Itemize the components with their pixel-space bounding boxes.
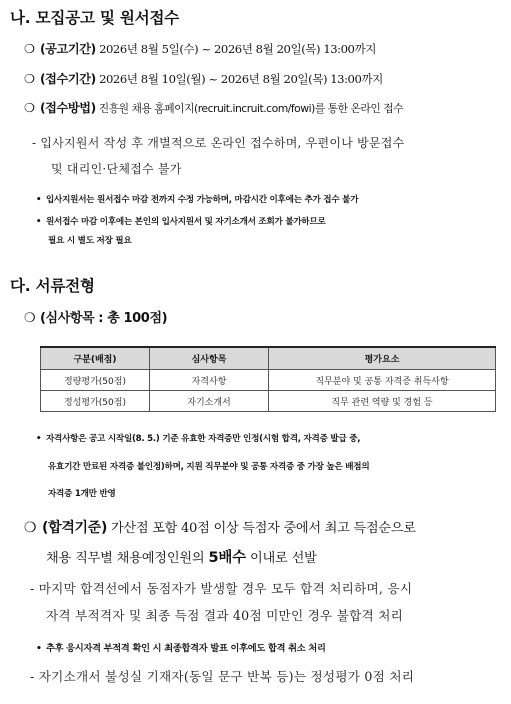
application-period-label: (접수기간) — [40, 72, 96, 86]
pass-criteria-label: (합격기준) — [42, 520, 108, 536]
dot-bullet-icon: • — [36, 195, 42, 205]
notice-period-label: (공고기간) — [40, 42, 96, 56]
screening-criteria-line — [24, 307, 167, 326]
dot-bullet-icon: • — [36, 434, 42, 444]
table-header-cell: 평가요소 — [269, 347, 496, 370]
edit-deadline-note: • 입사지원서는 원서접수 마감 전까지 수정 가능하며, 마감시간 이후에는 추가 접수 불가 — [36, 195, 359, 205]
notice-period-value: 2026년 8월 5일(수) ~ 2026년 8월 20일(목) 13:00까지 — [95, 42, 376, 56]
application-period-line — [24, 70, 383, 87]
table-row — [41, 370, 496, 391]
pass-criteria-line — [24, 517, 416, 537]
dot-bullet-icon: • — [36, 643, 42, 654]
table-cell: 정성평가(50점) — [41, 391, 150, 412]
table-cell: 정량평가(50점) — [41, 370, 150, 391]
table-row — [41, 391, 496, 412]
disqualification-note: • 추후 응시자격 부적격 확인 시 최종합격자 발표 이후에도 합격 취소 처리 — [36, 643, 326, 654]
dot-bullet-icon: • — [36, 217, 42, 227]
self-intro-rule-line: - 자기소개서 불성실 기재자(동일 문구 반복 등)는 정성평가 0점 처리 — [30, 669, 415, 684]
pass-criteria-line-2: 채용 직무별 채용예정인원의 5배수 이내로 선발 — [46, 550, 317, 566]
table-cell: 자격사항 — [150, 370, 269, 391]
certificate-note-line-3: 자격증 1개만 반영 — [48, 489, 116, 499]
save-copy-note-cont: 필요 시 별도 저장 필요 — [48, 236, 132, 246]
application-method-value: 진흥원 채용 홈페이지(recruit.incruit.com/fowi)를 통한 온라인 접수 — [95, 102, 404, 115]
table-header-row — [41, 347, 496, 370]
table-cell: 직무분야 및 공통 자격증 취득사항 — [269, 370, 496, 391]
certificate-note-line-1: • 자격사항은 공고 시작일(8. 5.) 기준 유효한 자격증만 인정(시험 합격, 자격증 발급 중, — [36, 434, 361, 444]
circle-bullet-icon: ❍ — [24, 311, 36, 326]
application-note-line-1: - 입사지원서 작성 후 개별적으로 온라인 접수하며, 우편이나 방문접수 — [32, 136, 405, 150]
circle-bullet-icon: ❍ — [24, 42, 35, 56]
notice-period-line — [24, 40, 376, 57]
section-title-recruitment-notice: 나. 모집공고 및 원서접수 — [10, 9, 180, 27]
screening-criteria-table — [40, 346, 496, 412]
circle-bullet-icon: ❍ — [24, 72, 35, 86]
circle-bullet-icon: ❍ — [24, 520, 37, 536]
pass-criteria-value: 가산점 포함 40점 이상 득점자 중에서 최고 득점순으로 — [107, 521, 416, 536]
circle-bullet-icon: ❍ — [24, 101, 35, 115]
application-period-value: 2026년 8월 10일(월) ~ 2026년 8월 20일(목) 13:00까지 — [95, 72, 383, 86]
application-method-label: (접수방법) — [40, 101, 96, 115]
multiplier-emphasis: 5배수 — [208, 550, 246, 566]
section-title-document-screening: 다. 서류전형 — [10, 277, 95, 295]
certificate-note-line-2: 유효기간 만료된 자격증 불인정)하며, 지원 직무분야 및 공통 자격증 중 가장 높은 배점의 — [48, 462, 370, 472]
table-cell: 자기소개서 — [150, 391, 269, 412]
application-method-line — [24, 99, 403, 116]
table-header-cell: 구분(배점) — [41, 347, 150, 370]
table-cell: 직무 관련 역량 및 경험 등 — [269, 391, 496, 412]
tie-rule-line-2: 자격 부적격자 및 최종 득점 결과 40점 미만인 경우 불합격 처리 — [46, 608, 404, 623]
tie-rule-line-1: - 마지막 합격선에서 동점자가 발생할 경우 모두 합격 처리하며, 응시 — [30, 581, 413, 596]
application-note-line-2: 및 대리인·단체접수 불가 — [51, 162, 182, 176]
save-copy-note: • 원서접수 마감 이후에는 본인의 입사지원서 및 자기소개서 조회가 불가하므로 — [36, 217, 326, 227]
screening-criteria-label: (심사항목 : 총 100점) — [40, 311, 168, 326]
table-header-cell: 심사항목 — [150, 347, 269, 370]
